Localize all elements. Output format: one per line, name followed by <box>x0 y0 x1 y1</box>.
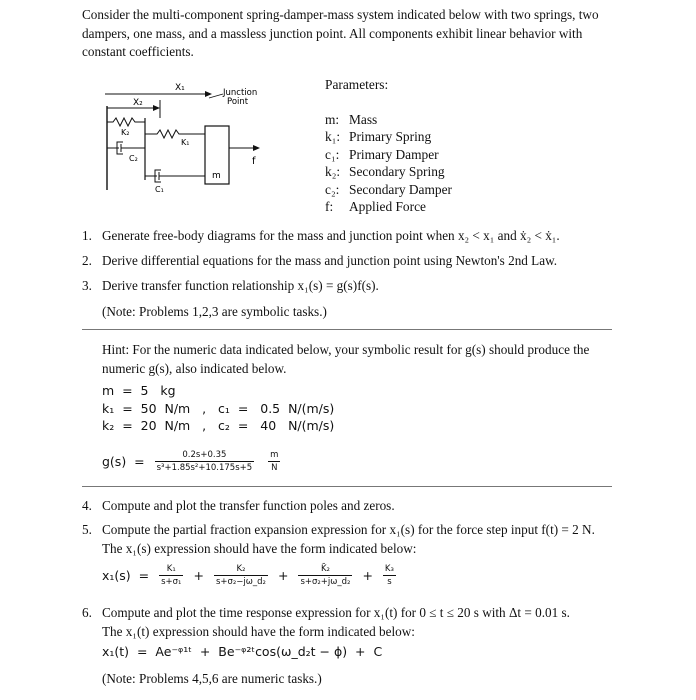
svg-text:C₂: C₂ <box>129 154 138 163</box>
intro-paragraph: Consider the multi-component spring-damper-mass system indicated below with two springs, two dampers, one mass, and a massless junction point. All components exhibit linear behavior with constant coefficients. <box>82 7 599 59</box>
parameters-list <box>325 76 452 216</box>
force-label: f <box>252 156 256 167</box>
svg-text:K₁: K₁ <box>181 138 190 147</box>
note-numeric: (Note: Problems 4,5,6 are numeric tasks.) <box>102 671 322 686</box>
spring-k2 <box>107 118 145 126</box>
x2-label: X₂ <box>133 98 143 108</box>
x1s-equation: x₁(s) = $\frac{\text{K₁}}{\text{s+σ₁}}$ + $\frac{\text{K₂}}{\text{s+σ₂−jω\_d₂}}$ + $\frac{\text{K̄₂}}{\text{s+σ₂+jω\_d₂}}$ + $\frac{\text{K₃}}{s}$ <box>102 564 394 587</box>
task-3: 3. Derive transfer function relationship x₁(s) = g(s)f(s). <box>82 278 379 293</box>
param-row: m: Mass <box>325 111 378 127</box>
g-denominator: s³+1.85s²+10.175s+5 <box>156 463 253 473</box>
g-numerator: 0.2s+0.35 <box>155 450 255 462</box>
hint-line-k2: k₂ = 20 N/m , c₂ = 40 N/(m/s) <box>102 418 335 433</box>
junction-label-1: Junction <box>223 88 258 98</box>
junction-label-2: Point <box>227 97 249 107</box>
svg-text:C₁: C₁ <box>155 185 164 194</box>
param-row: c₂: Secondary Damper <box>325 181 452 197</box>
x1t-equation: x₁(t) = Ae⁻ᵠ¹ᵗ + Be⁻ᵠ²ᵗcos(ω_d₂t − ϕ) + C <box>102 644 383 659</box>
task-4: 4. Compute and plot the transfer function poles and zeros. <box>82 498 395 513</box>
param-row: k₁: Primary Spring <box>325 129 432 144</box>
task-1: 1. Generate free-body diagrams for the mass and junction point when x₂ < x₁ and ẋ₂ < ẋ₁. <box>82 228 560 243</box>
param-row: f: Applied Force <box>325 199 426 214</box>
hint-line-mass: m = 5 kg <box>102 383 176 398</box>
note-symbolic: (Note: Problems 1,2,3 are symbolic tasks.) <box>102 304 327 319</box>
hint-paragraph: Hint: For the numeric data indicated below, your symbolic result for g(s) should produce the numeric g(s), also indicated below. <box>102 342 590 376</box>
hint-line-k1: k₁ = 50 N/m , c₁ = 0.5 N/(m/s) <box>102 401 335 416</box>
parameters-title: Parameters: <box>325 77 389 92</box>
divider-top <box>82 329 612 330</box>
svg-text:m: m <box>212 171 221 181</box>
task-6: 6. Compute and plot the time response expression for x₁(t) for 0 ≤ t ≤ 20 s with Δt = 0.01 s. The x₁(t) expression should have the form indicated below: <box>82 605 570 639</box>
divider-bottom <box>82 486 612 487</box>
spring-k1 <box>145 130 205 138</box>
x1-label: X₁ <box>175 83 185 93</box>
param-row: c₁: Primary Damper <box>325 146 439 162</box>
spring-damper-diagram <box>95 78 280 196</box>
task-5: 5. Compute the partial fraction expansion expression for x₁(s) for the force step input f(t) = 2 N. The x₁(s) expression should have the form indicated below: <box>82 522 595 556</box>
svg-text:K₂: K₂ <box>121 128 130 137</box>
g-of-s-equation: g(s) = $\frac{0.2s+0.35}{\text{s³+1.85s²+10.175s+5}}$ $\frac{m}{N}$ <box>102 450 279 473</box>
param-row: k₂: Secondary Spring <box>325 164 445 179</box>
task-2: 2. Derive differential equations for the mass and junction point using Newton's 2nd Law. <box>82 253 558 268</box>
